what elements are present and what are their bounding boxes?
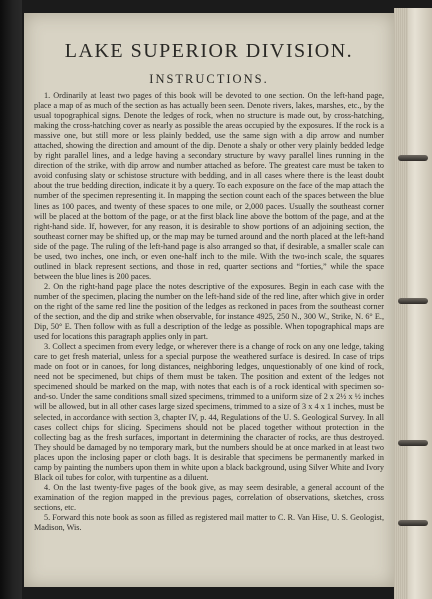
binder-ring <box>398 298 428 304</box>
binder-ring <box>398 520 428 526</box>
binder-ring <box>398 440 428 446</box>
page-subtitle: INSTRUCTIONS. <box>149 72 269 86</box>
instruction-paragraph-5: 5. Forward this note book as soon as filled as registered mail matter to C. R. Van Hise, U. S. Geologist, Madison, Wis. <box>34 512 384 533</box>
instruction-paragraph-3: 3. Collect a specimen from every ledge, or wherever there is a change of rock on any one ledge, taking care to get fresh material, unless for a special purpose the weathered surface is desired. In case of trips made on foot or in canoes, for long distances, neighboring ledges, unquestionably of one kind of rock, need not be specimened, but chips of them must be taken. The position and extent of the ledges not specimened should be marked on the map, with notes that each is of a rock identical with specimen so-and-so. Under the same conditions small sized specimens, trimmed to a uniform size of 2 x 2½ x ½ inches will be allowed, but in all other cases large sized specimens, trimmed to a size of 3 x 4 x 1 inches, must be selected, in accordance with section 3, chapter IV, p. 44, Regulations of the U. S. Geological Survey. In all cases collect chips for slicing. Specimens should not be placed together without protection in the collecting bag as the fresh surfaces, important in determining the character of rocks, are thus destroyed. They should be damaged by no temporary mark, but the numbers should be at once marked in at least two places upon the inclosing paper or cloth bags. It is desirable that specimens be permanently marked in camp by painting the numbers upon them in white upon a black background, using Silver White and Ivory Black oil tubes for color, with turpentine as a diluent. <box>34 342 384 482</box>
page-title: LAKE SUPERIOR DIVISION. <box>64 40 354 62</box>
binder-ring <box>398 155 428 161</box>
instruction-paragraph-4: 4. On the last twenty-five pages of the book give, as may seem desirable, a general account of the examination of the region mapped in the previous pages, correlation of observations, sketches, cross sections, etc. <box>34 482 384 512</box>
instructions-body <box>34 91 384 533</box>
instruction-paragraph-2: 2. On the right-hand page place the notes descriptive of the exposures. Begin in each case with the number of the specimen, placing the number on the left-hand side of the red line, after which give in order on the right of the same red line the position of the ledges as reckoned in paces from the southeast corner of the section, and the dip and strike when observable, for instance 4925, 250 N., 300 W., Strike, N. 6° E., Dip, 50° E. Then follow with as full a description of the ledge as possible. When topographical maps are used for locations this paragraph applies only in part. <box>34 281 384 342</box>
instruction-paragraph-1: 1. Ordinarily at least two pages of this book will be devoted to one section. On the left-hand page, place a map of as much of the section as has actually been seen. Denote rivers, lakes, marshes, etc., by the usual topographical signs. Denote the ledges of rock, when no structure is made out, by cross-hatching, making the cross-hatching cover as nearly as possible the areas occupied by the exposures. If the rock is a massive one, but still more or less plainly bedded, use the same sign with a dip arrow and number attached, showing the direction and amount of the dip. Denote a shaly or other very plainly bedded ledge by right parallel lines, and a ledge having a secondary structure by wavy parallel lines running in the direction of the strike, with dip arrow and number attached as before. The greatest care must be taken to avoid confusing slaty or schistose structure with bedding, and in all cases where there is the least doubt about the true bedding direction, indicate it by a query. To each exposure on the face of the map attach the number of the specimen representing it. In mapping the section count each of the spaces between the blue lines as 100 paces, and twenty of these spaces to one mile, or 2,000 paces. Usually the southeast corner will be placed at the bottom of the page, or at the first black line above the bottom of the page, and at the right-hand side. If, however, for any reason, it is desirable to show portions of an adjoining section, the southeast corner may be shifted up, or the map may be turned around and the north placed at the left-hand side of the page. The ruling of the left-hand page is also arranged so that, if desirable, a smaller scale can be used, two inches, one inch, or even one-half inch to the mile. With the two-inch scale, the squares outlined in black represent sections, and those in red, quarter sections and “forties,” while the space between the blue lines is 200 paces. <box>34 91 384 281</box>
book-cover-edge <box>0 0 22 599</box>
notebook-page <box>24 13 394 587</box>
